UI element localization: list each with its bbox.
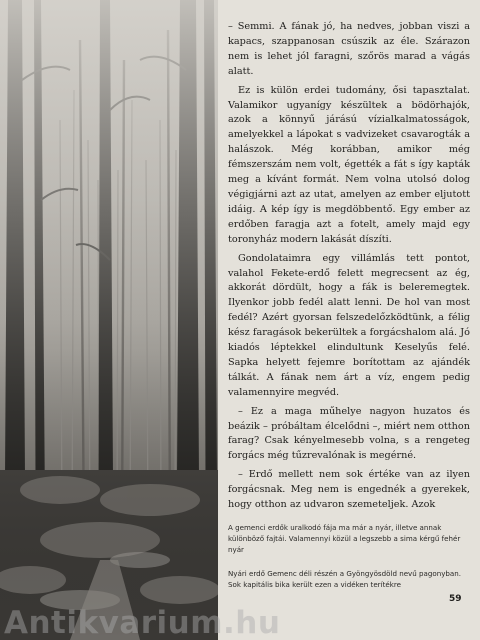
- article-paragraph: – Semmi. A fának jó, ha nedves, jobban viszi a kapacs, szappanosan csúszik az éle. Szárazon nem is lehet jól faragni, szőrös marad a vágás alatt.: [228, 21, 470, 77]
- article-text: [228, 20, 470, 517]
- forest-photo: [0, 0, 218, 640]
- photo-caption: A gemenci erdők uralkodó fája ma már a nyár, illetve annak különböző fajtái. Valamennyi közül a legszebb a sima kérgű fehér nyár: [228, 523, 461, 554]
- article-paragraph: Gondolataimra egy villámlás tett pontot, valahol Fekete-erdő felett megrecsent az ég, akkorát dördült, hogy a fák is beleremegtek. Ilyenkor jobb fedél alatt lenni. De hol van most fedél? Azért gyorsan felszedelőzködtünk, a félig kész faragások bekerültek a forgácshalom alá. Jó kiadós léptekkel elindultunk Keselyűs felé. Sapka helyett fejemre borítottam az ajándék tálkát. A fának nem árt a víz, engem pedig valamennyire megvéd.: [228, 252, 470, 398]
- article-paragraph: Ez is külön erdei tudomány, ősi tapasztalat. Valamikor ugyanígy készültek a bödörhajók, azok a könnyű járású vízialkalmatosságok, amelyekkel a lápokat s vadvizeket csavarogták a halászok. Még korábban, amikor még fémszerszám nem volt, égették a fát s így kapták meg a kívánt formát. Nem volna utolsó dolog végigjárni azt az utat, amelyen az ember eljutott idáig. A kép így is megdöbbentő. Egy ember az erdőben faragja azt a fotelt, amely majd egy toronyház modern lakását díszíti.: [228, 84, 470, 245]
- article-paragraph: – Erdő mellett nem sok értéke van az ilyen forgácsnak. Meg nem is engednék a gyerekek, hogy otthon az udvaron szemeteljek. Azok: [228, 469, 470, 511]
- page-number: 59: [449, 594, 462, 604]
- next-photo-caption: Nyári erdő Gemenc déli részén a Gyöngyösdöld nevű pagonyban. Sok kapitális bika került ezen a vidéken terítékre: [228, 569, 461, 589]
- forest-illustration: [0, 0, 218, 640]
- watermark: Antikvarium.hu: [4, 606, 281, 640]
- article-paragraph: – Ez a maga műhelye nagyon huzatos és beázik – próbáltam élcelődni –, miért nem otthon farag? Csak kényelmesebb volna, s a rengeteg forgács még tűzrevalónak is megérné.: [228, 405, 470, 462]
